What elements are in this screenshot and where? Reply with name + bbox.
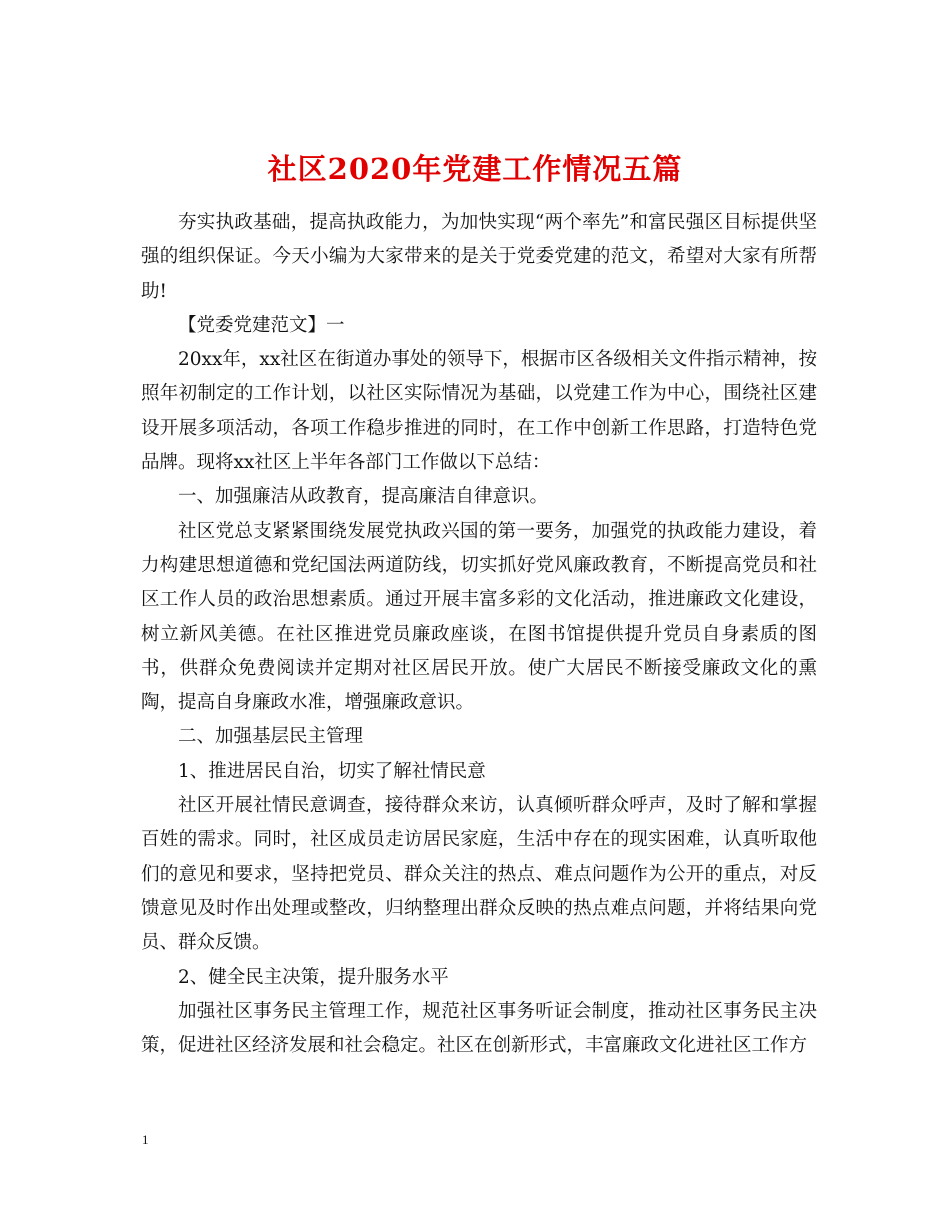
body-paragraph: 社区开展社情民意调查，接待群众来访，认真倾听群众呼声，及时了解和掌握百姓的需求。同时，社区成员走访居民家庭，生活中存在的现实困难，认真听取他们的意见和要求，坚持把党员、群众关注的热点、难点问题作为公开的重点，对反馈意见及时作出处理或整改，归纳整理出群众反映的热点难点问题，并将结果向党员、群众反馈。 [141, 795, 817, 954]
document-title: 社区2020年党建工作情况五篇 [267, 152, 683, 187]
body-paragraph: 加强社区事务民主管理工作，规范社区事务听证会制度，推动社区事务民主决策，促进社区经济发展和社会稳定。社区在创新形式，丰富廉政文化进社区工作方 [141, 1000, 817, 1057]
document-body [141, 206, 817, 1063]
subheading: 1、推进居民自治，切实了解社情民意 [178, 760, 486, 782]
subheading: 二、加强基层民主管理 [178, 726, 364, 748]
page-number: 1 [142, 1132, 149, 1147]
intro-paragraph: 夯实执政基础，提高执政能力，为加快实现“两个率先”和富民强区目标提供坚强的组织保证。今天小编为大家带来的是关于党委党建的范文，希望对大家有所帮助! [141, 212, 817, 302]
body-paragraph: 社区党总支紧紧围绕发展党执政兴国的第一要务，加强党的执政能力建设，着力构建思想道德和党纪国法两道防线，切实抓好党风廉政教育，不断提高党员和社区工作人员的政治思想素质。通过开展丰富多彩的文化活动，推进廉政文化建设，树立新风美德。在社区推进党员廉政座谈，在图书馆提供提升党员自身素质的图书，供群众免费阅读并定期对社区居民开放。使广大居民不断接受廉政文化的熏陶，提高自身廉政水准，增强廉政意识。 [141, 520, 817, 714]
section-heading: 【党委党建范文】一 [178, 314, 345, 336]
subheading: 2、健全民主决策，提升服务水平 [178, 966, 449, 988]
body-paragraph: 20xx年，xx社区在街道办事处的领导下，根据市区各级相关文件指示精神，按照年初制定的工作计划，以社区实际情况为基础，以党建工作为中心，围绕社区建设开展多项活动，各项工作稳步推进的同时，在工作中创新工作思路，打造特色党品牌。现将xx社区上半年各部门工作做以下总结： [141, 349, 817, 474]
subheading: 一、加强廉洁从政教育，提高廉洁自律意识。 [178, 486, 549, 508]
